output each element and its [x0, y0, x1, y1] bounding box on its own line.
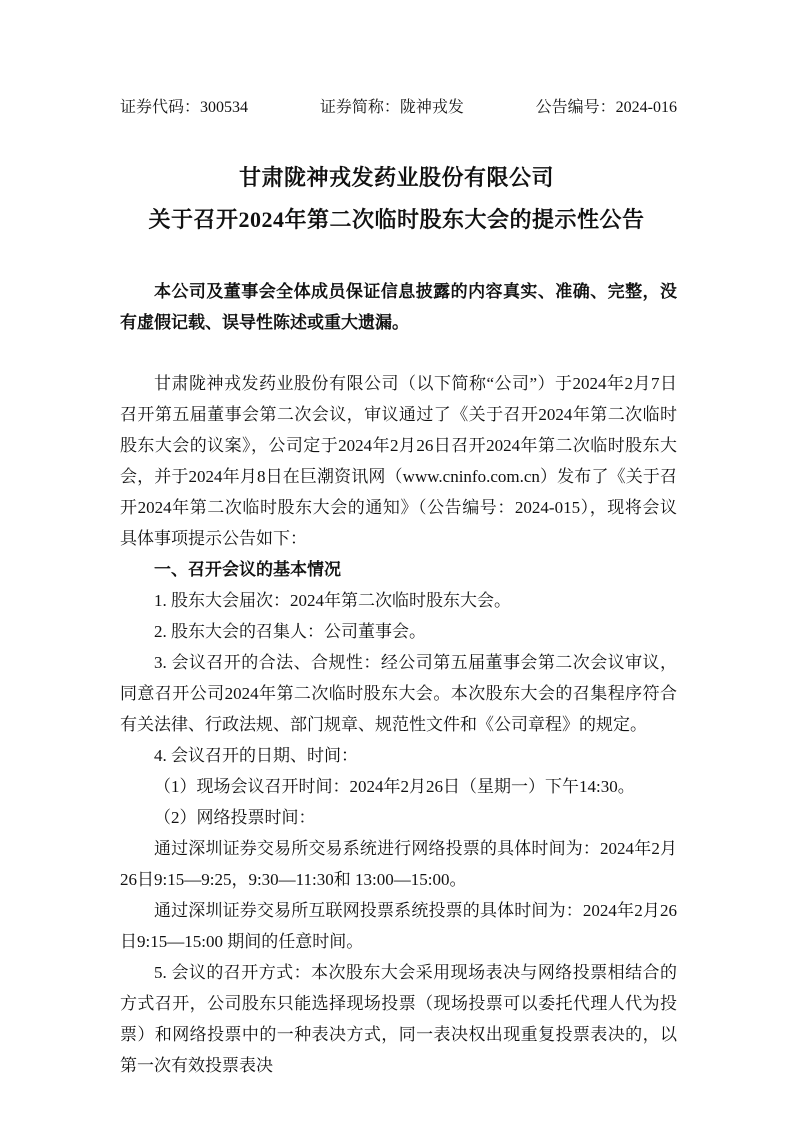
stock-code: 证券代码：300534: [120, 99, 249, 116]
intro-paragraph: 甘肃陇神戎发药业股份有限公司（以下简称“公司”）于2024年2月7日召开第五届董事会第二次会议，审议通过了《关于召开2024年第二次临时股东大会的议案》，公司定于2024年2月26日召开2024年第二次临时股东大会，并于2024年月8日在巨潮资讯网（www.cninfo.com.cn）发布了《关于召开2024年第二次临时股东大会的通知》（公告编号：2024-015），现将会议具体事项提示公告如下：: [120, 374, 677, 548]
para-trading-system-voting-time: 通过深圳证券交易所交易系统进行网络投票的具体时间为：2024年2月26日9:15—9:25，9:30—11:30和 13:00—15:00。: [120, 839, 677, 889]
document-header: [120, 97, 677, 119]
item-1-meeting-session: 1. 股东大会届次：2024年第二次临时股东大会。: [154, 591, 511, 610]
section-1-heading: 一、召开会议的基本情况: [154, 560, 341, 579]
item-3-legality: 3. 会议召开的合法、合规性：经公司第五届董事会第二次会议审议，同意召开公司2024年第二次临时股东大会。本次股东大会的召集程序符合有关法律、行政法规、部门规章、规范性文件和《公司章程》的规定。: [120, 653, 677, 734]
company-name-title: 甘肃陇神戎发药业股份有限公司: [238, 165, 554, 190]
para-internet-voting-time: 通过深圳证券交易所互联网投票系统投票的具体时间为：2024年2月26日9:15—15:00 期间的任意时间。: [120, 901, 677, 951]
item-4-date-time: 4. 会议召开的日期、时间：: [154, 746, 358, 765]
item-2-convener: 2. 股东大会的召集人：公司董事会。: [154, 622, 426, 641]
item-4-2-online-voting-time: （2）网络投票时间：: [154, 808, 316, 827]
item-5-meeting-method: 5. 会议的召开方式：本次股东大会采用现场表决与网络投票相结合的方式召开，公司股东只能选择现场投票（现场投票可以委托代理人代为投票）和网络投票中的一种表决方式，同一表决权出现重复投票表决的，以第一次有效投票表决: [120, 963, 677, 1075]
item-4-1-onsite-meeting-time: （1）现场会议召开时间：2024年2月26日（星期一）下午14:30。: [154, 777, 635, 796]
document-body: [120, 276, 677, 1081]
announcement-title: 关于召开2024年第二次临时股东大会的提示性公告: [148, 207, 645, 232]
announcement-number: 公告编号：2024-016: [535, 99, 677, 116]
disclaimer-paragraph: 本公司及董事会全体成员保证信息披露的内容真实、准确、完整，没有虚假记载、误导性陈述或重大遗漏。: [120, 282, 677, 332]
stock-abbr: 证券简称：陇神戎发: [319, 99, 464, 116]
